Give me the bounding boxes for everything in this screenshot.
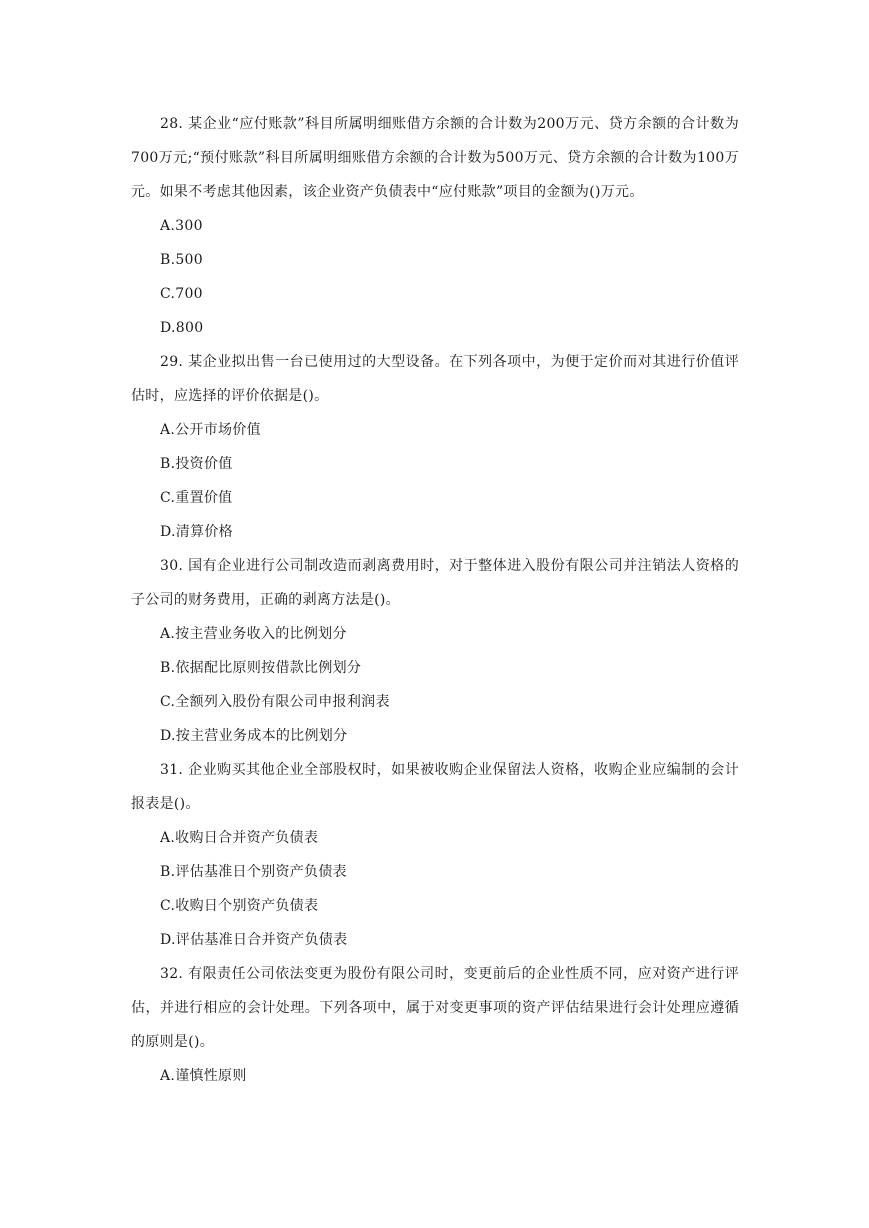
option-b: B.依据配比原则按借款比例划分	[160, 660, 362, 676]
question-29	[131, 345, 739, 549]
option-d: D.评估基准日合并资产负债表	[160, 932, 348, 948]
question-list	[131, 107, 739, 1093]
question-stem: 29. 某企业拟出售一台已使用过的大型设备。在下列各项中，为便于定价而对其进行价值评估时，应选择的评价依据是()。	[131, 354, 739, 404]
option-c: C.重置价值	[160, 490, 233, 506]
question-stem: 31. 企业购买其他企业全部股权时，如果被收购企业保留法人资格，收购企业应编制的会计报表是()。	[131, 762, 739, 812]
question-31	[131, 753, 739, 957]
option-c: C.收购日个别资产负债表	[160, 898, 319, 914]
question-stem: 28. 某企业“应付账款”科目所属明细账借方余额的合计数为200万元、贷方余额的合计数为700万元;“预付账款”科目所属明细账借方余额的合计数为500万元、贷方余额的合计数为100万元。如果不考虑其他因素，该企业资产负债表中“应付账款”项目的金额为()万元。	[131, 116, 739, 200]
option-c: C.全额列入股份有限公司申报利润表	[160, 694, 390, 710]
option-a: A.收购日合并资产负债表	[160, 830, 319, 846]
option-a: A.公开市场价值	[160, 422, 261, 438]
question-stem: 30. 国有企业进行公司制改造而剥离费用时，对于整体进入股份有限公司并注销法人资格的子公司的财务费用，正确的剥离方法是()。	[131, 558, 739, 608]
question-32	[131, 957, 739, 1093]
option-a: A.300	[160, 218, 203, 234]
option-a: A.按主营业务收入的比例划分	[160, 626, 347, 642]
question-stem: 32. 有限责任公司依法变更为股份有限公司时，变更前后的企业性质不同，应对资产进行评估，并进行相应的会计处理。下列各项中，属于对变更事项的资产评估结果进行会计处理应遵循的原则是()。	[131, 966, 739, 1050]
question-28	[131, 107, 739, 345]
option-d: D.800	[160, 320, 204, 336]
option-b: B.评估基准日个别资产负债表	[160, 864, 347, 880]
option-c: C.700	[160, 286, 203, 302]
option-d: D.清算价格	[160, 524, 233, 540]
option-b: B.500	[160, 252, 203, 268]
option-d: D.按主营业务成本的比例划分	[160, 728, 348, 744]
option-b: B.投资价值	[160, 456, 233, 472]
question-30	[131, 549, 739, 753]
option-a: A.谨慎性原则	[160, 1068, 247, 1084]
